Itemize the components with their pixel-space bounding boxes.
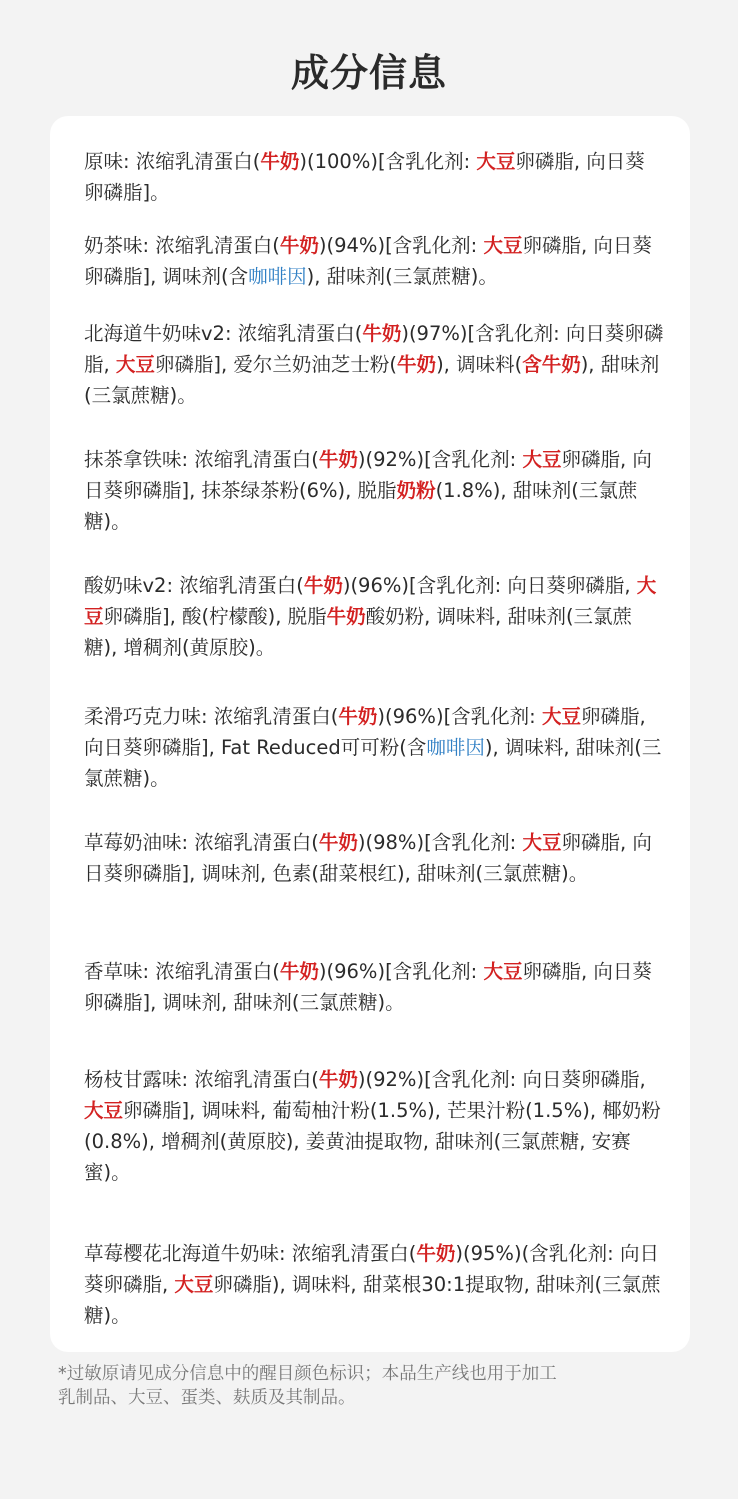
ingredient-text: 卵磷脂), 调味料, 甜菜根30:1提取物, 甜味剂(三氯蔗糖)。 xyxy=(84,1273,661,1327)
page-title: 成分信息 xyxy=(290,51,447,95)
ingredient-text: )(98%)[含乳化剂: xyxy=(357,831,523,854)
ingredient-text: 酸奶味v2: 浓缩乳清蛋白( xyxy=(84,574,304,597)
allergen-highlight: 大豆 xyxy=(541,705,581,728)
ingredient-text: 卵磷脂, 向日葵卵磷脂]。 xyxy=(84,150,645,204)
allergen-highlight: 牛奶 xyxy=(260,150,300,173)
ingredient-text: 卵磷脂, 向日葵卵磷脂], 调味剂, 甜味剂(三氯蔗糖)。 xyxy=(84,960,652,1014)
allergen-highlight: 牛奶 xyxy=(279,234,319,257)
ingredient-text: )(96%)[含乳化剂: 向日葵卵磷脂, xyxy=(342,574,637,597)
footnote-line: *过敏原请见成分信息中的醒目颜色标识；本品生产线也用于加工 xyxy=(58,1364,557,1384)
allergen-highlight: 大豆 xyxy=(483,234,523,257)
ingredient-text: 卵磷脂, 向日葵卵磷脂], 调味剂, 色素(甜菜根红), 甜味剂(三氯蔗糖)。 xyxy=(84,831,652,885)
ingredient-text: 杨枝甘露味: 浓缩乳清蛋白( xyxy=(84,1068,319,1091)
allergen-highlight: 大豆 xyxy=(476,150,516,173)
ingredient-text: 奶茶味: 浓缩乳清蛋白( xyxy=(84,234,280,257)
ingredient-text: 卵磷脂], 爱尔兰奶油芝士粉( xyxy=(154,353,398,376)
caffeine-highlight: 咖啡因 xyxy=(248,265,307,288)
ingredient-text: 抹茶拿铁味: 浓缩乳清蛋白( xyxy=(84,448,319,471)
allergen-footnote xyxy=(58,1362,698,1410)
ingredient-text: 卵磷脂], 酸(柠檬酸), 脱脂 xyxy=(103,605,327,628)
ingredient-text: )(100%)[含乳化剂: xyxy=(299,150,477,173)
ingredient-text: ), 调味料, 甜味剂(三氯蔗糖)。 xyxy=(84,736,662,790)
ingredient-text: ), 调味料( xyxy=(436,353,523,376)
allergen-highlight: 大豆 xyxy=(522,448,562,471)
allergen-highlight: 牛奶 xyxy=(326,605,366,628)
allergen-highlight: 牛奶 xyxy=(397,353,437,376)
ingredient-text: 卵磷脂, 向日葵卵磷脂], Fat Reduced可可粉(含 xyxy=(84,705,646,759)
allergen-highlight: 含牛奶 xyxy=(522,353,581,376)
ingredient-entry xyxy=(84,701,664,794)
ingredient-entry xyxy=(84,146,664,208)
allergen-highlight: 牛奶 xyxy=(416,1242,456,1265)
ingredient-text: )(97%)[含乳化剂: 向日葵卵磷脂, xyxy=(84,322,664,376)
ingredient-text: 草莓樱花北海道牛奶味: 浓缩乳清蛋白( xyxy=(84,1242,417,1265)
allergen-highlight: 牛奶 xyxy=(318,831,358,854)
ingredient-text: 卵磷脂], 调味料, 葡萄柚汁粉(1.5%), 芒果汁粉(1.5%), 椰奶粉(0.8%), 增稠剂(黄原胶), 姜黄油提取物, 甜味剂(三氯蔗糖, 安赛蜜)。 xyxy=(84,1099,661,1184)
ingredient-text: 柔滑巧克力味: 浓缩乳清蛋白( xyxy=(84,705,339,728)
ingredient-text: )(92%)[含乳化剂: 向日葵卵磷脂, xyxy=(357,1068,646,1091)
ingredient-text: 草莓奶油味: 浓缩乳清蛋白( xyxy=(84,831,319,854)
allergen-highlight: 牛奶 xyxy=(318,448,358,471)
ingredient-entry xyxy=(84,827,664,889)
ingredient-text: )(95%)(含乳化剂: 向日葵卵磷脂, xyxy=(84,1242,659,1296)
ingredient-entry xyxy=(84,570,664,663)
allergen-highlight: 大豆 xyxy=(84,1099,124,1122)
ingredient-text: ), 甜味剂(三氯蔗糖)。 xyxy=(306,265,498,288)
allergen-highlight: 大豆 xyxy=(84,574,657,628)
allergen-highlight: 奶粉 xyxy=(396,479,436,502)
ingredient-text: )(94%)[含乳化剂: xyxy=(318,234,484,257)
allergen-highlight: 大豆 xyxy=(522,831,562,854)
allergen-highlight: 大豆 xyxy=(115,353,155,376)
ingredient-text: 酸奶粉, 调味料, 甜味剂(三氯蔗糖), 增稠剂(黄原胶)。 xyxy=(84,605,633,659)
caffeine-highlight: 咖啡因 xyxy=(426,736,485,759)
ingredient-text: ), 甜味剂(三氯蔗糖)。 xyxy=(84,353,660,407)
allergen-highlight: 牛奶 xyxy=(303,574,343,597)
ingredient-text: 卵磷脂, 向日葵卵磷脂], 抹茶绿茶粉(6%), 脱脂 xyxy=(84,448,652,502)
allergen-highlight: 大豆 xyxy=(483,960,523,983)
ingredient-text: 香草味: 浓缩乳清蛋白( xyxy=(84,960,280,983)
ingredient-text: )(92%)[含乳化剂: xyxy=(357,448,523,471)
ingredient-text: 北海道牛奶味v2: 浓缩乳清蛋白( xyxy=(84,322,363,345)
ingredient-text: 卵磷脂, 向日葵卵磷脂], 调味剂(含 xyxy=(84,234,652,288)
allergen-highlight: 牛奶 xyxy=(362,322,402,345)
ingredient-entry xyxy=(84,444,664,537)
allergen-highlight: 牛奶 xyxy=(279,960,319,983)
allergen-highlight: 大豆 xyxy=(174,1273,214,1296)
footnote-line: 乳制品、大豆、蛋类、麸质及其制品。 xyxy=(58,1388,356,1408)
ingredient-entry xyxy=(84,956,664,1018)
ingredient-entry xyxy=(84,1238,664,1331)
allergen-highlight: 牛奶 xyxy=(318,1068,358,1091)
ingredient-entry xyxy=(84,230,664,292)
ingredient-text: )(96%)[含乳化剂: xyxy=(377,705,542,728)
ingredient-text: (1.8%), 甜味剂(三氯蔗糖)。 xyxy=(84,479,638,533)
ingredient-text: 原味: 浓缩乳清蛋白( xyxy=(84,150,261,173)
ingredient-text: )(96%)[含乳化剂: xyxy=(318,960,484,983)
ingredient-entry xyxy=(84,1064,664,1188)
ingredient-entry xyxy=(84,318,664,411)
allergen-highlight: 牛奶 xyxy=(338,705,378,728)
